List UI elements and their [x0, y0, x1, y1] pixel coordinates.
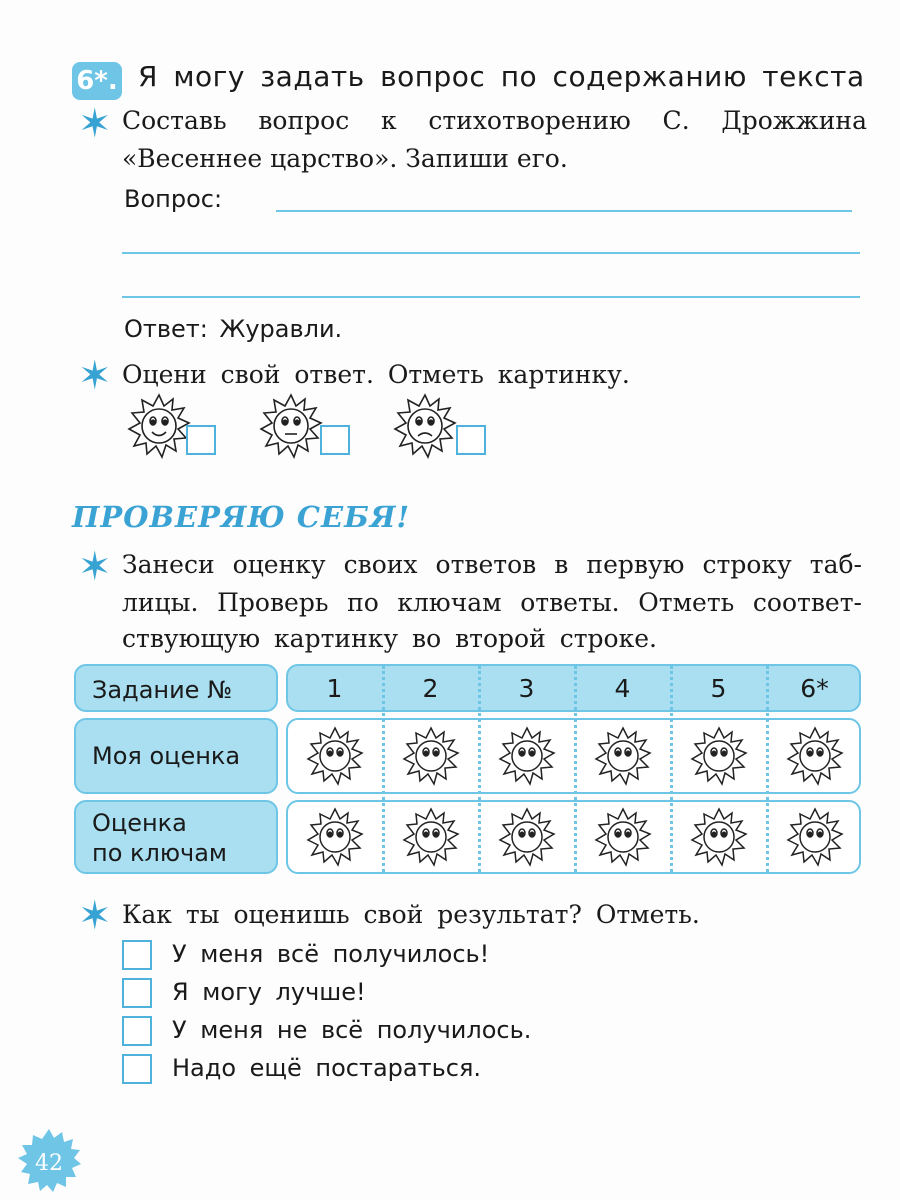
task-number-badge: 6*. — [72, 62, 122, 100]
self-eval-checkbox-2[interactable] — [122, 978, 152, 1008]
self-eval-option-2: Я могу лучше! — [172, 978, 366, 1006]
column-number: 4 — [614, 674, 631, 703]
self-eval-checkbox-1[interactable] — [122, 940, 152, 970]
table-row-key-score-label — [74, 800, 278, 874]
self-eval-option-1: У меня всё получилось! — [172, 940, 490, 968]
check-instruction-line1: Занеси оценку своих ответов в первую строку таб- — [122, 550, 862, 579]
column-number: 6* — [800, 674, 829, 703]
assess-checkbox-neutral[interactable] — [320, 425, 350, 455]
star-icon: ✶ — [78, 353, 112, 399]
my-score-label-text: Моя оценка — [92, 742, 241, 770]
sun-face-icon[interactable] — [593, 807, 653, 867]
assess-instruction: Оцени свой ответ. Отметь картинку. — [122, 360, 630, 389]
sun-face-icon[interactable] — [689, 807, 749, 867]
table-header-label — [74, 664, 278, 712]
assess-checkbox-happy[interactable] — [186, 425, 216, 455]
page-number-text: 42 — [35, 1151, 63, 1176]
sun-face-icon[interactable] — [305, 807, 365, 867]
column-number: 3 — [518, 674, 535, 703]
self-eval-option-3: У меня не всё получилось. — [172, 1016, 532, 1044]
column-number: 1 — [326, 674, 343, 703]
task-instruction-line2: «Весеннее царство». Запиши его. — [122, 144, 568, 173]
task-instruction-line1: Составь вопрос к стихотворению С. Дрожжина — [122, 106, 867, 135]
star-icon: ✶ — [78, 544, 112, 590]
sun-face-icon — [258, 393, 324, 459]
sun-face-icon — [392, 393, 458, 459]
star-icon: ✶ — [78, 893, 112, 939]
table-header-label-text: Задание № — [92, 676, 233, 704]
self-eval-checkbox-4[interactable] — [122, 1054, 152, 1084]
column-number: 2 — [422, 674, 439, 703]
key-score-label-line2: по ключам — [92, 839, 228, 867]
answer-line-1[interactable] — [276, 210, 852, 212]
sun-face-icon[interactable] — [785, 807, 845, 867]
sun-face-icon — [126, 393, 192, 459]
sun-face-icon[interactable] — [593, 726, 653, 786]
page-number-badge — [16, 1128, 82, 1194]
question-label: Вопрос: — [124, 185, 223, 213]
task-heading: Я могу задать вопрос по содержанию текста — [138, 60, 865, 93]
table-row-my-score-label — [74, 718, 278, 794]
section-title: ПРОВЕРЯЮ СЕБЯ! — [72, 500, 411, 534]
sun-face-icon[interactable] — [785, 726, 845, 786]
sun-face-icon[interactable] — [401, 726, 461, 786]
answer-line-3[interactable] — [122, 296, 860, 298]
self-eval-question: Как ты оценишь свой результат? Отметь. — [122, 900, 700, 929]
answer-line-2[interactable] — [122, 252, 860, 254]
check-instruction-line3: ствующую картинку во второй строке. — [122, 624, 657, 653]
sun-face-icon[interactable] — [305, 726, 365, 786]
sun-face-icon[interactable] — [497, 807, 557, 867]
star-icon: ✶ — [78, 101, 112, 147]
self-eval-checkbox-3[interactable] — [122, 1016, 152, 1046]
sun-face-icon[interactable] — [689, 726, 749, 786]
column-number: 5 — [710, 674, 727, 703]
sun-face-icon[interactable] — [401, 807, 461, 867]
check-instruction-line2: лицы. Проверь по ключам ответы. Отметь соответ- — [122, 588, 862, 617]
sun-face-icon[interactable] — [497, 726, 557, 786]
key-score-label-line1: Оценка — [92, 809, 187, 837]
assess-checkbox-sad[interactable] — [456, 425, 486, 455]
answer-text: Ответ: Журавли. — [124, 315, 343, 343]
self-eval-option-4: Надо ещё постараться. — [172, 1054, 482, 1082]
